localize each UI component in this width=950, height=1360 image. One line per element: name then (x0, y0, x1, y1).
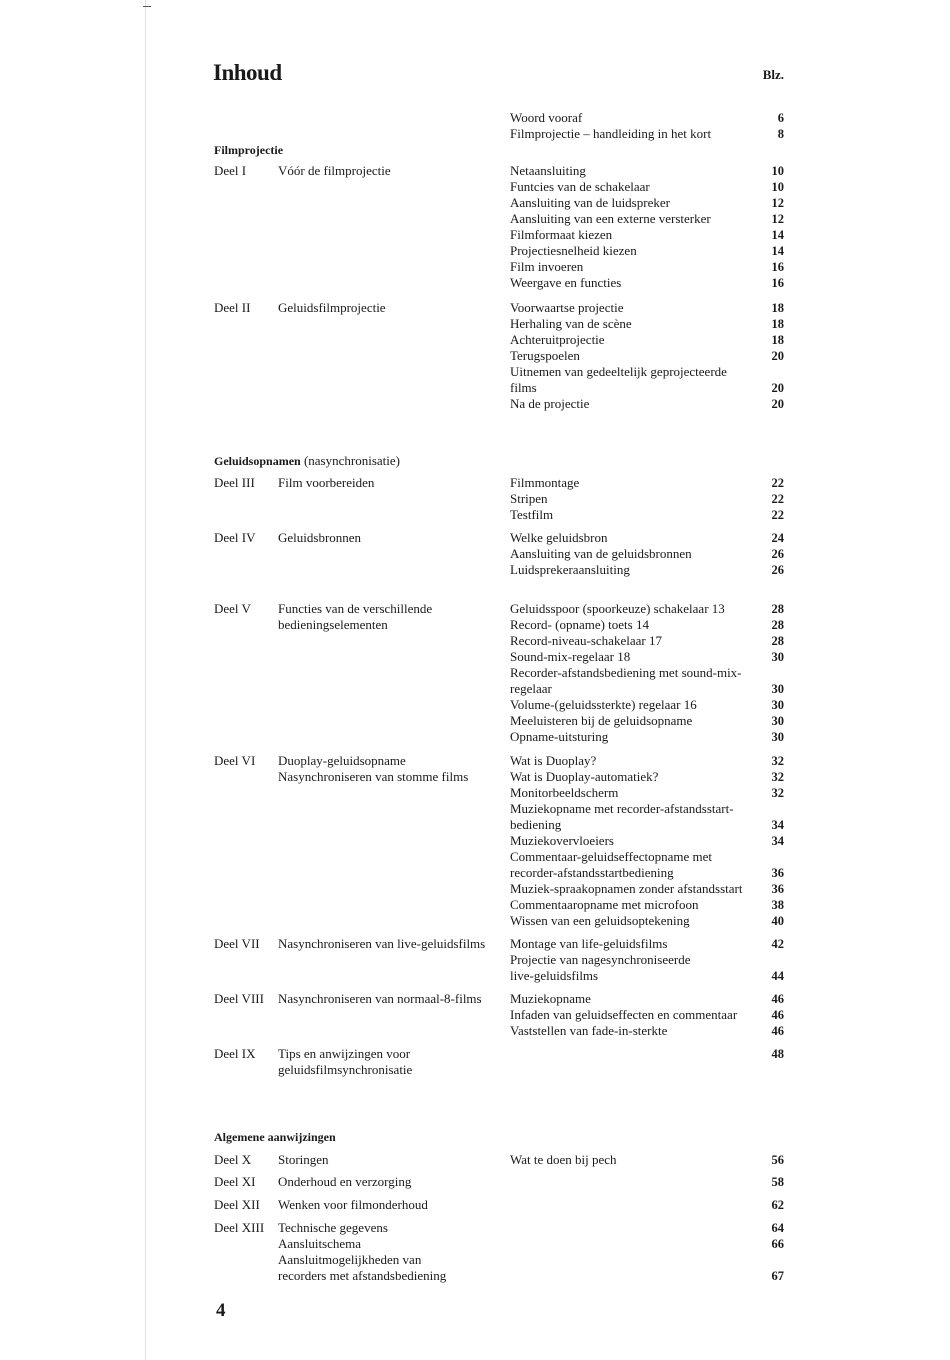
toc-page-number: 32 (771, 754, 784, 768)
page-edge-line (145, 0, 146, 1360)
toc-entry: Commentaar-geluidseffectopname met (510, 849, 713, 864)
toc-entry: Geluidsspoor (spoorkeuze) schakelaar 13 (510, 601, 725, 616)
toc-entry: Weergave en functies (510, 275, 622, 290)
section-heading-extra: (nasynchronisatie) (300, 453, 400, 468)
part-label: Deel XI (214, 1174, 256, 1189)
toc-page-number: 46 (771, 992, 784, 1006)
part-title: Nasynchroniseren van live-geluidsfilms (278, 936, 486, 951)
toc-page-number: 16 (771, 276, 784, 290)
toc-entry: Wat is Duoplay-automatiek? (510, 769, 659, 784)
page-number: 4 (216, 1300, 226, 1321)
toc-entry: Aansluiting van een externe versterker (510, 211, 711, 226)
part-label: Deel IV (214, 530, 256, 545)
toc-page-number: 67 (771, 1269, 784, 1283)
toc-entry: Achteruitprojectie (510, 332, 605, 347)
toc-page-number: 64 (771, 1221, 784, 1235)
part-title: recorders met afstandsbediening (278, 1268, 447, 1283)
part-label: Deel I (214, 163, 247, 178)
toc-entry: regelaar (510, 681, 552, 696)
toc-page-number: 34 (771, 834, 784, 848)
toc-entry: Volume-(geluidssterkte) regelaar 16 (510, 697, 697, 712)
toc-page-number: 28 (771, 618, 784, 632)
toc-entry: Uitnemen van gedeeltelijk geprojecteerde (510, 364, 727, 379)
toc-page-number: 46 (771, 1024, 784, 1038)
toc-entry: Record-niveau-schakelaar 17 (510, 633, 662, 648)
toc-entry: Muziekopname met recorder-afstandsstart- (510, 801, 734, 816)
toc-entry: bediening (510, 817, 562, 832)
toc-page-number: 66 (771, 1237, 784, 1251)
toc-page-number: 26 (771, 547, 784, 561)
toc-page-number: 42 (771, 937, 784, 951)
toc-entry: Meeluisteren bij de geluidsopname (510, 713, 693, 728)
part-label: Deel VII (214, 936, 260, 951)
part-title: Geluidsbronnen (278, 530, 362, 545)
toc-page-number: 16 (771, 260, 784, 274)
toc-page-number: 32 (771, 770, 784, 784)
part-title: Functies van de verschillende (278, 601, 433, 616)
toc-page-number: 12 (771, 212, 784, 226)
toc-page-number: 6 (777, 111, 784, 125)
toc-entry: Sound-mix-regelaar 18 (510, 649, 631, 664)
corner-mark (143, 6, 151, 7)
toc-entry: Monitorbeeldscherm (510, 785, 619, 800)
toc-entry: Wat is Duoplay? (510, 753, 597, 768)
part-title: Vóór de filmprojectie (278, 163, 391, 178)
toc-page-number: 34 (771, 818, 784, 832)
toc-page-number: 14 (771, 228, 784, 242)
part-title: Tips en anwijzingen voor (278, 1046, 411, 1061)
section-heading: Algemene aanwijzingen (214, 1130, 336, 1144)
toc-entry: recorder-afstandsstartbediening (510, 865, 674, 880)
toc-page-number: 20 (771, 397, 784, 411)
toc-page-number: 62 (771, 1198, 784, 1212)
toc-page-number: 18 (771, 333, 784, 347)
toc-entry: Welke geluidsbron (510, 530, 608, 545)
toc-entry: Muziekopname (510, 991, 591, 1006)
toc-page-number: 36 (771, 882, 784, 896)
toc-entry: Opname-uitsturing (510, 729, 609, 744)
part-label: Deel X (214, 1152, 252, 1167)
toc-entry: Testfilm (510, 507, 554, 522)
part-title: Duoplay-geluidsopname (278, 753, 406, 768)
toc-entry: Wat te doen bij pech (510, 1152, 617, 1167)
toc-entry: Stripen (510, 491, 548, 506)
toc-entry: Voorwaartse projectie (510, 300, 624, 315)
page-column-header: Blz. (762, 67, 784, 82)
part-label: Deel VIII (214, 991, 264, 1006)
toc-entry: live-geluidsfilms (510, 968, 599, 983)
toc-entry: Woord vooraf (510, 110, 583, 125)
toc-entry: Record- (opname) toets 14 (510, 617, 649, 632)
toc-page-number: 48 (771, 1047, 784, 1061)
part-title: bedieningselementen (278, 617, 388, 632)
section-heading: Filmprojectie (214, 143, 284, 157)
toc-page-number: 40 (771, 914, 784, 928)
toc-page-number: 22 (771, 508, 784, 522)
toc-page-number: 26 (771, 563, 784, 577)
toc-page-number: 46 (771, 1008, 784, 1022)
toc-entry: Filmformaat kiezen (510, 227, 613, 242)
toc-entry: Commentaaropname met microfoon (510, 897, 699, 912)
toc-entry: Filmmontage (510, 475, 580, 490)
toc-page-number: 8 (777, 127, 784, 141)
section-heading: Geluidsopnamen (nasynchronisatie) (214, 453, 400, 468)
toc-entry: Recorder-afstandsbediening met sound-mix- (510, 665, 742, 680)
part-label: Deel XII (214, 1197, 260, 1212)
toc-page-number: 56 (771, 1153, 784, 1167)
toc-page-number: 10 (771, 164, 784, 178)
toc-entry: Wissen van een geluidsoptekening (510, 913, 690, 928)
toc-page-number: 28 (771, 602, 784, 616)
toc-page-number: 10 (771, 180, 784, 194)
toc-page-number: 12 (771, 196, 784, 210)
part-label: Deel VI (214, 753, 256, 768)
part-title: Film voorbereiden (278, 475, 375, 490)
part-title: Geluidsfilmprojectie (278, 300, 386, 315)
toc-page-number: 36 (771, 866, 784, 880)
part-title: Wenken voor filmonderhoud (278, 1197, 428, 1212)
part-label: Deel V (214, 601, 251, 616)
toc-entry: Netaansluiting (510, 163, 586, 178)
toc-entry: Funtcies van de schakelaar (510, 179, 650, 194)
part-title: Aansluitschema (278, 1236, 362, 1251)
toc-entry: Na de projectie (510, 396, 590, 411)
toc-entry: Filmprojectie – handleiding in het kort (510, 126, 712, 141)
part-label: Deel III (214, 475, 255, 490)
part-title: Aansluitmogelijkheden van (278, 1252, 422, 1267)
toc-entry: Vaststellen van fade-in-sterkte (510, 1023, 668, 1038)
toc-page-number: 38 (771, 898, 784, 912)
toc-page-number: 58 (771, 1175, 784, 1189)
toc-page-number: 28 (771, 634, 784, 648)
toc-page-number: 20 (771, 381, 784, 395)
toc-page-number: 30 (771, 650, 784, 664)
toc-page-number: 30 (771, 714, 784, 728)
toc-entry: Terugspoelen (510, 348, 580, 363)
part-label: Deel XIII (214, 1220, 265, 1235)
part-label: Deel II (214, 300, 251, 315)
toc-entry: Herhaling van de scène (510, 316, 632, 331)
toc-page-number: 32 (771, 786, 784, 800)
toc-page-number: 18 (771, 317, 784, 331)
part-title: Nasynchroniseren van stomme films (278, 769, 469, 784)
toc-page-number: 30 (771, 682, 784, 696)
toc-entry: films (510, 380, 537, 395)
toc-page-number: 30 (771, 730, 784, 744)
part-title: Onderhoud en verzorging (278, 1174, 412, 1189)
toc-entry: Aansluiting van de geluidsbronnen (510, 546, 692, 561)
part-title: Storingen (278, 1152, 329, 1167)
part-label: Deel IX (214, 1046, 256, 1061)
toc-entry: Aansluiting van de luidspreker (510, 195, 670, 210)
toc-entry: Muziek-spraakopnamen zonder afstandsstart (510, 881, 743, 896)
toc-entry: Projectie van nagesynchroniseerde (510, 952, 691, 967)
toc-page-number: 30 (771, 698, 784, 712)
part-title: Nasynchroniseren van normaal-8-films (278, 991, 482, 1006)
toc-page-number: 22 (771, 492, 784, 506)
toc-page-number: 24 (771, 531, 784, 545)
toc-page-number: 22 (771, 476, 784, 490)
toc-entry: Infaden van geluidseffecten en commentaar (510, 1007, 738, 1022)
toc-entry: Film invoeren (510, 259, 584, 274)
part-title: Technische gegevens (278, 1220, 388, 1235)
toc-entry: Projectiesnelheid kiezen (510, 243, 637, 258)
page-title: Inhoud (213, 60, 282, 85)
toc-entry: Luidsprekeraansluiting (510, 562, 630, 577)
toc-entry: Montage van life-geluidsfilms (510, 936, 668, 951)
toc-page-number: 18 (771, 301, 784, 315)
toc-page-number: 14 (771, 244, 784, 258)
part-title: geluidsfilmsynchronisatie (278, 1062, 413, 1077)
toc-entry: Muziekovervloeiers (510, 833, 614, 848)
toc-page-number: 20 (771, 349, 784, 363)
toc-page-number: 44 (771, 969, 784, 983)
